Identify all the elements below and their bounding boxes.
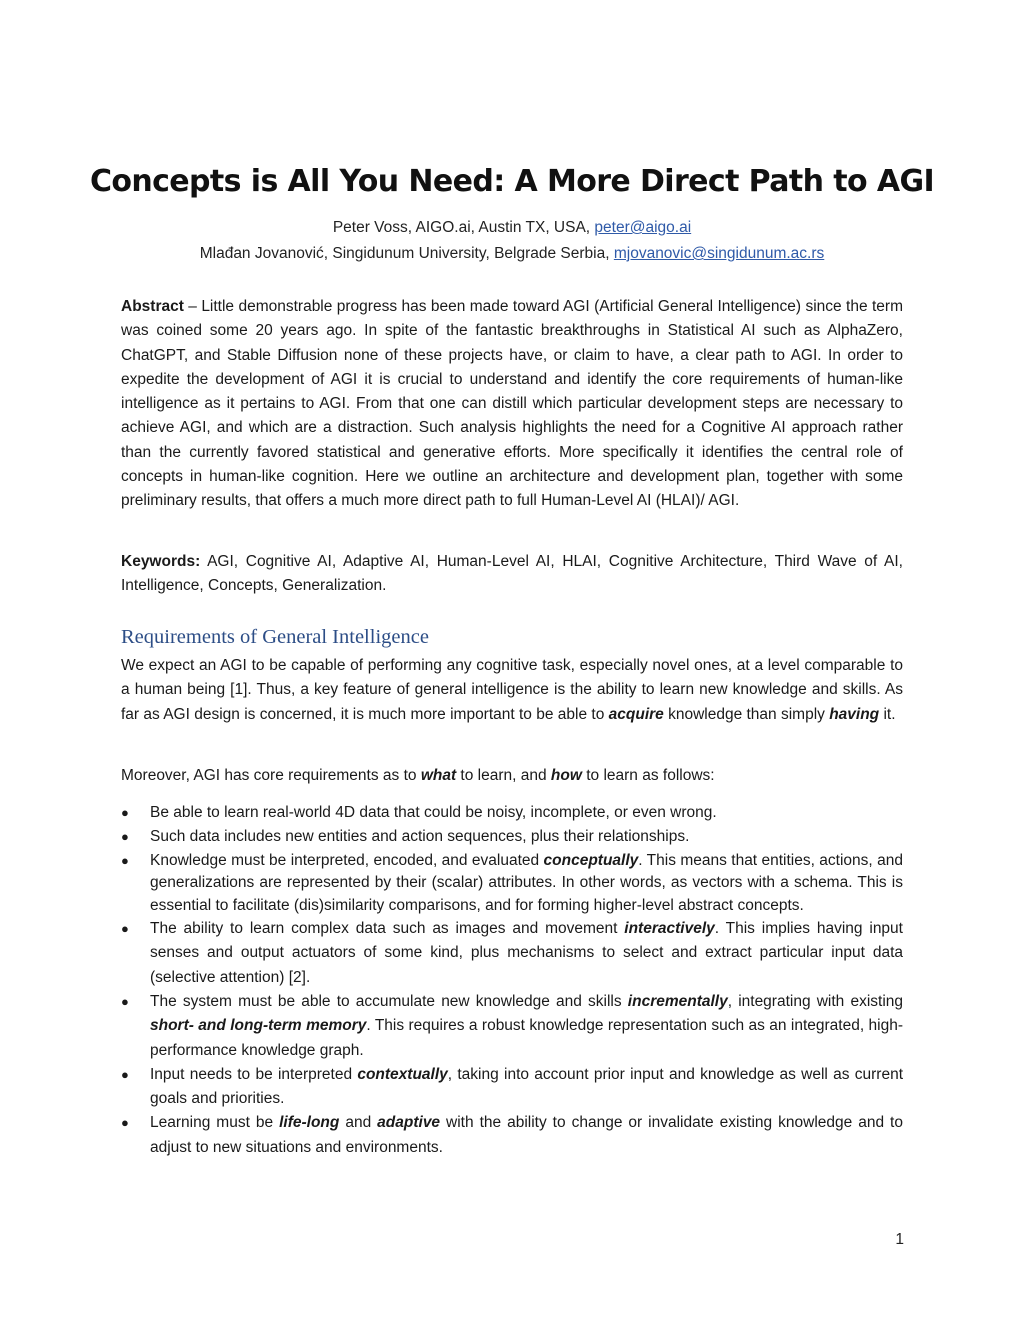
keywords-text: AGI, Cognitive AI, Adaptive AI, Human-Level AI, HLAI, Cognitive Architecture, Third Wave of AI, Intelligence, Concepts, Generalization. [121,553,903,595]
emphasis-life-long: life-long [279,1114,340,1132]
list-item-text: Such data includes new entities and action sequences, plus their relationships. [150,828,690,846]
bullet-icon: ● [121,993,129,1009]
lead-emphasis-what: what [420,767,457,784]
lead-text-c: to learn as follows: [581,767,715,784]
list-item-text: . This implies having input senses and output actuators of some kind, plus mechanisms to select and extract particular input data (selective attention) [2]. [150,920,903,986]
bullet-icon: ● [121,829,129,845]
list-item-text: , taking into account prior input and knowledge as well as current goals and priorities. [150,1065,903,1108]
emphasis-conceptually: conceptually [543,851,639,869]
list-item-text: with the ability to change or invalidate existing knowledge and to adjust to new situations and environments. [150,1114,903,1156]
lead-text-a: Moreover, AGI has core requirements as to [121,767,421,784]
list-item-text: . This requires a robust knowledge representation such as an integrated, high-performance knowledge graph. [150,1017,903,1059]
list-item [121,801,903,825]
author-line-2 [0,245,1024,263]
page-number: 1 [895,1231,904,1248]
author-line-1 [0,219,1024,237]
bullet-icon: ● [121,1115,129,1131]
bullet-icon: ● [121,921,129,937]
author-1-email-link[interactable]: peter@aigo.ai [594,219,692,236]
list-item-text: The system must be able to accumulate new knowledge and skills [150,992,628,1010]
keywords-label: Keywords: [121,553,201,570]
emphasis-contextually: contextually [357,1065,448,1083]
lead-text-b: to learn, and [456,767,551,784]
requirements-lead-paragraph [121,764,903,788]
intro-text-c: it. [879,705,896,723]
list-item-text: Input needs to be interpreted [150,1065,358,1083]
list-item-text: The ability to learn complex data such as images and movement [150,920,625,938]
bullet-icon: ● [121,1066,129,1082]
list-item [121,825,903,849]
emphasis-adaptive: adaptive [377,1114,441,1132]
abstract-text: – Little demonstrable progress has been made toward AGI (Artificial General Intelligence) since the term was coined some 20 years ago. In spite of the fantastic breakthroughs in Statistical AI such as AlphaZero, ChatGPT, and Stable Diffusion none of these projects have, or claim to have, a clear path to AGI. In order to expedite the development of AGI it is crucial to understand and identify the core requirements of human-like intelligence as it pertains to AGI. From that one can distill which particular development steps are necessary to achieve AGI, and which are a distraction. Such analysis highlights the need for a Cognitive AI approach rather than the currently favored statistical and generative efforts. More specifically it identifies the central role of concepts in human-like cognition. Here we outline an architecture and development plan, together with some preliminary results, that offers a much more direct path to full Human-Level AI (HLAI)/ AGI. [121,298,903,510]
author-1-affiliation: Peter Voss, AIGO.ai, Austin TX, USA, [332,219,595,236]
list-item-text: and [339,1114,378,1132]
section-heading: Requirements of General Intelligence [121,626,429,648]
list-item-text: Learning must be [150,1114,280,1132]
author-2-affiliation: Mlađan Jovanović, Singidunum University, Belgrade Serbia, [199,245,614,262]
emphasis-incrementally: incrementally [627,992,728,1010]
list-item-text: Knowledge must be interpreted, encoded, and evaluated [150,851,544,869]
emphasis-memory: short- and long-term memory [150,1017,367,1035]
keywords [121,550,903,599]
requirements-list [121,801,903,1160]
intro-text-b: knowledge than simply [663,705,830,723]
list-item [121,850,903,918]
intro-text-a: We expect an AGI to be capable of performing any cognitive task, especially novel ones, at a level comparable to a human being [1]. Thus, a key feature of general intelligence is the ability to learn new knowledge and skills. As far as AGI design is concerned, it is much more important to be able to [121,657,903,723]
lead-emphasis-how: how [550,767,582,784]
author-2-email-link[interactable]: mjovanovic@singidunum.ac.rs [613,245,825,262]
intro-emphasis-acquire: acquire [608,705,664,723]
list-item [121,1111,903,1160]
list-item [121,917,903,990]
list-item [121,990,903,1063]
paper-title: Concepts is All You Need: A More Direct Path to AGI [89,164,935,199]
list-item-text: . This means that entities, actions, and generalizations are represented by their (scalar) attributes. In other words, as vectors with a schema. This is essential to facilitate (dis)similarity comparisons, and for forming higher-level abstract concepts. [150,851,903,914]
abstract-label: Abstract [121,298,184,315]
bullet-icon: ● [121,852,129,868]
intro-emphasis-having: having [829,705,880,723]
list-item-text: , integrating with existing [727,992,904,1010]
abstract [121,295,903,514]
list-item-text: Be able to learn real-world 4D data that could be noisy, incomplete, or even wrong. [150,804,717,821]
bullet-icon: ● [121,805,129,820]
list-item [121,1063,903,1112]
emphasis-interactively: interactively [624,920,715,938]
section-intro-paragraph [121,654,903,727]
